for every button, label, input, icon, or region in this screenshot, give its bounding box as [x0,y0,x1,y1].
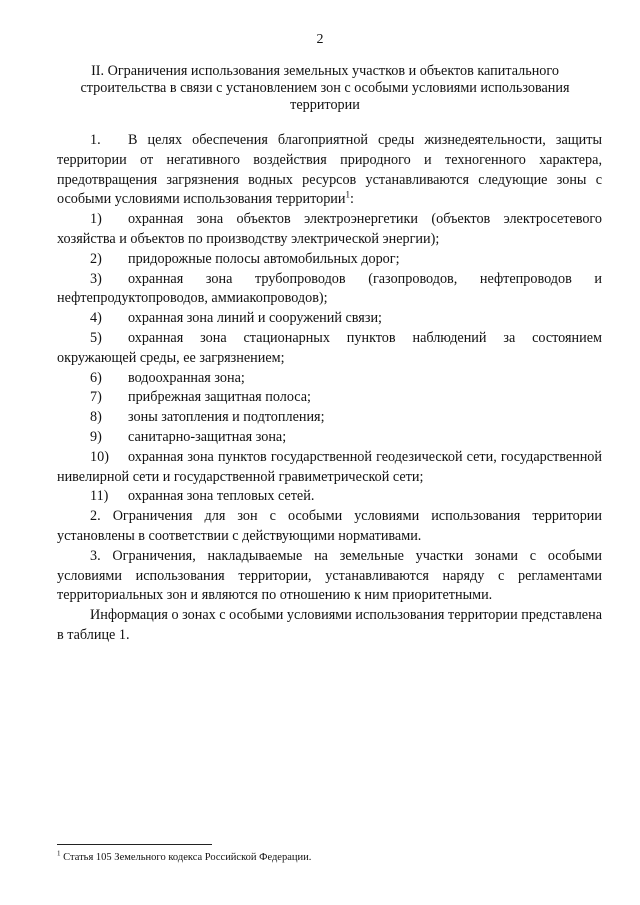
zone-number: 2) [90,250,102,267]
paragraph-table-info: Информация о зонах с особыми условиями использования территории представлена в таблице 1. [57,607,602,643]
zone-text: охранная зона стационарных пунктов наблюдений за состоянием окружающей среды, ее загрязнением; [57,329,602,366]
document-body [57,131,602,646]
zone-text: охранная зона линий и сооружений связи; [128,310,382,327]
zone-number: 3) [90,270,102,287]
zone-item [57,428,602,448]
zone-number: 6) [90,369,102,386]
zone-text: охранная зона объектов электроэнергетики (объектов электросетевого хозяйства и объектов по производству электрической энергии); [57,211,602,247]
zone-item [57,210,602,250]
zone-item [57,250,602,270]
intro-paragraph [57,131,602,210]
zone-number: 4) [90,310,102,327]
zone-item [57,369,602,389]
section-title: II. Ограничения использования земельных участков и объектов капитального строительства в связи с установлением зон с особыми условиями использования территории [80,63,570,113]
zone-item [57,309,602,329]
zone-item [57,329,602,369]
zone-item [57,270,602,310]
zone-number: 8) [90,409,102,426]
paragraph-2: 2. Ограничения для зон с особыми условиями использования территории установлены в соответствии с действующими нормативами. [57,508,602,544]
footnote-marker: 1 [57,849,61,858]
intro-text: В целях обеспечения благоприятной среды жизнедеятельности, защиты территории от негативного воздействия природного и техногенного характера, предотвращения загрязнения водных ресурсов устанавливаются следующие зоны с особыми условиями использования территории [57,132,602,208]
zone-number: 10) [90,448,109,465]
zone-text: прибрежная защитная полоса; [128,389,311,406]
zone-item [57,408,602,428]
zone-item [57,487,602,507]
zone-text: охранная зона тепловых сетей. [128,488,315,505]
zone-item [57,448,602,488]
zone-number: 1) [90,211,102,228]
page-number: 2 [316,32,324,47]
zone-text: зоны затопления и подтопления; [128,409,325,426]
footnote-ref: 1 [345,189,350,200]
footnote-divider [57,844,212,845]
zone-text: придорожные полосы автомобильных дорог; [128,250,400,267]
intro-number: 1. [90,132,101,148]
footnote [57,849,597,863]
zone-number: 11) [90,488,109,505]
footnote-text: Статья 105 Земельного кодекса Российской Федерации. [63,852,312,863]
zone-text: охранная зона пунктов государственной геодезической сети, государственной нивелирной сети и государственной гравиметрической сети; [57,448,602,485]
zone-text: охранная зона трубопроводов (газопроводов, нефтепроводов и нефтепродуктопроводов, аммиакопроводов); [57,270,602,307]
paragraph-3: 3. Ограничения, накладываемые на земельные участки зонами с особыми условиями использования территории, устанавливаются наряду с регламентами территориальных зон и являются по отношению к ним приоритетными. [57,547,602,604]
zone-text: водоохранная зона; [128,369,245,386]
zone-number: 7) [90,389,102,406]
zone-item [57,388,602,408]
zone-text: санитарно-защитная зона; [128,428,287,445]
zone-number: 5) [90,329,102,346]
intro-tail: : [350,191,354,208]
zone-number: 9) [90,428,102,445]
